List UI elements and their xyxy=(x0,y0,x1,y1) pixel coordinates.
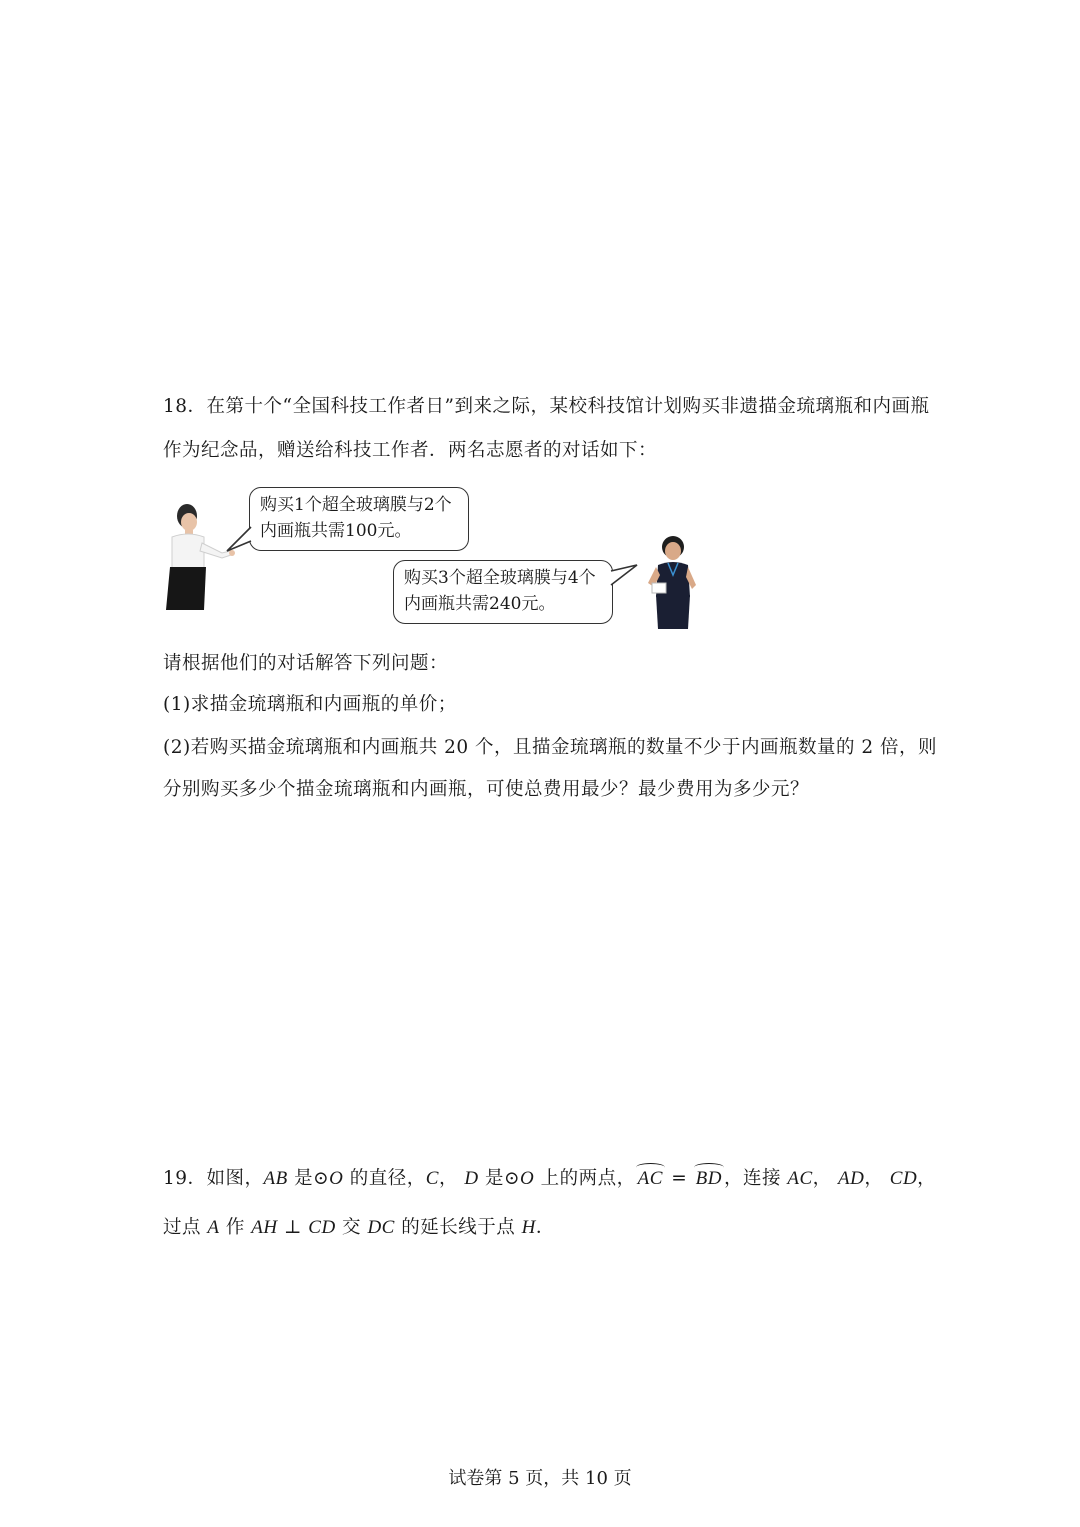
page-footer: 试卷第 5 页，共 10 页 xyxy=(448,1468,632,1489)
q19-line1 xyxy=(163,1167,936,1191)
q19-ad: AD xyxy=(838,1168,865,1189)
q18-prompt: 请根据他们的对话解答下列问题： xyxy=(163,653,449,674)
q19-number: 19．如图， xyxy=(163,1168,264,1189)
q19-text: 过点 xyxy=(163,1217,208,1238)
q19-a: A xyxy=(207,1217,220,1238)
q19-o: O xyxy=(519,1168,535,1189)
q19-arc-bd: BD xyxy=(695,1168,722,1189)
q19-line2 xyxy=(163,1216,555,1240)
q19-text: 作 xyxy=(219,1217,252,1238)
q19-equals: = xyxy=(664,1168,694,1189)
speech-bubble-2 xyxy=(393,560,613,624)
q19-text: 的直径， xyxy=(343,1168,426,1189)
q19-ah: AH xyxy=(251,1217,278,1238)
speech-bubble-1 xyxy=(249,487,469,551)
q19-cd: CD xyxy=(308,1217,336,1238)
q19-text: 是⊙ xyxy=(478,1168,520,1189)
q19-d: D xyxy=(464,1168,479,1189)
q19-text: ， xyxy=(917,1168,937,1189)
teacher-figure-illustration xyxy=(640,535,702,630)
q18-line2: 作为纪念品，赠送给科技工作者．两名志愿者的对话如下： xyxy=(163,440,658,461)
q19-o: O xyxy=(329,1168,344,1189)
q19-text: 上的两点， xyxy=(534,1168,636,1189)
q19-text: 的延长线于点 xyxy=(394,1217,522,1238)
q18-part1: (1)求描金琉璃瓶和内画瓶的单价； xyxy=(163,694,457,715)
bubble1-line1: 购买1个超全玻璃膜与2个 xyxy=(260,495,452,515)
q19-perp: ⊥ xyxy=(277,1217,309,1238)
q18-part2-line1: (2)若购买描金琉璃瓶和内画瓶共 20 个，且描金琉璃瓶的数量不少于内画瓶数量的 2 倍，则 xyxy=(163,737,938,758)
bubble2-line2: 内画瓶共需240元。 xyxy=(404,594,556,614)
q19-ab: AB xyxy=(263,1168,288,1189)
bubble2-line1: 购买3个超全玻璃膜与4个 xyxy=(404,568,596,588)
woman-figure-illustration xyxy=(160,503,240,613)
q19-text: 是⊙ xyxy=(287,1168,330,1189)
q19-h: H xyxy=(521,1217,536,1238)
q19-text: 交 xyxy=(335,1217,368,1238)
bubble2-tail xyxy=(609,563,639,591)
q19-cd: CD xyxy=(889,1168,918,1189)
q18-line1: 18．在第十个“全国科技工作者日”到来之际，某校科技馆计划购买非遗描金琉璃瓶和内画瓶 xyxy=(163,396,930,417)
q19-text: ， xyxy=(438,1168,465,1189)
q19-arc-ac: AC xyxy=(637,1168,663,1189)
q19-dc: DC xyxy=(367,1217,395,1238)
q19-text: ， xyxy=(812,1168,839,1189)
bubble1-tail xyxy=(225,525,253,555)
q19-text: ，连接 xyxy=(723,1168,788,1189)
bubble1-line2: 内画瓶共需100元。 xyxy=(260,521,412,541)
q19-ac: AC xyxy=(787,1168,813,1189)
q19-text: ， xyxy=(864,1168,890,1189)
q19-text: ． xyxy=(535,1217,555,1238)
q18-part2-line2: 分别购买多少个描金琉璃瓶和内画瓶，可使总费用最少？最少费用为多少元？ xyxy=(163,779,810,800)
q19-c: C xyxy=(425,1168,439,1189)
